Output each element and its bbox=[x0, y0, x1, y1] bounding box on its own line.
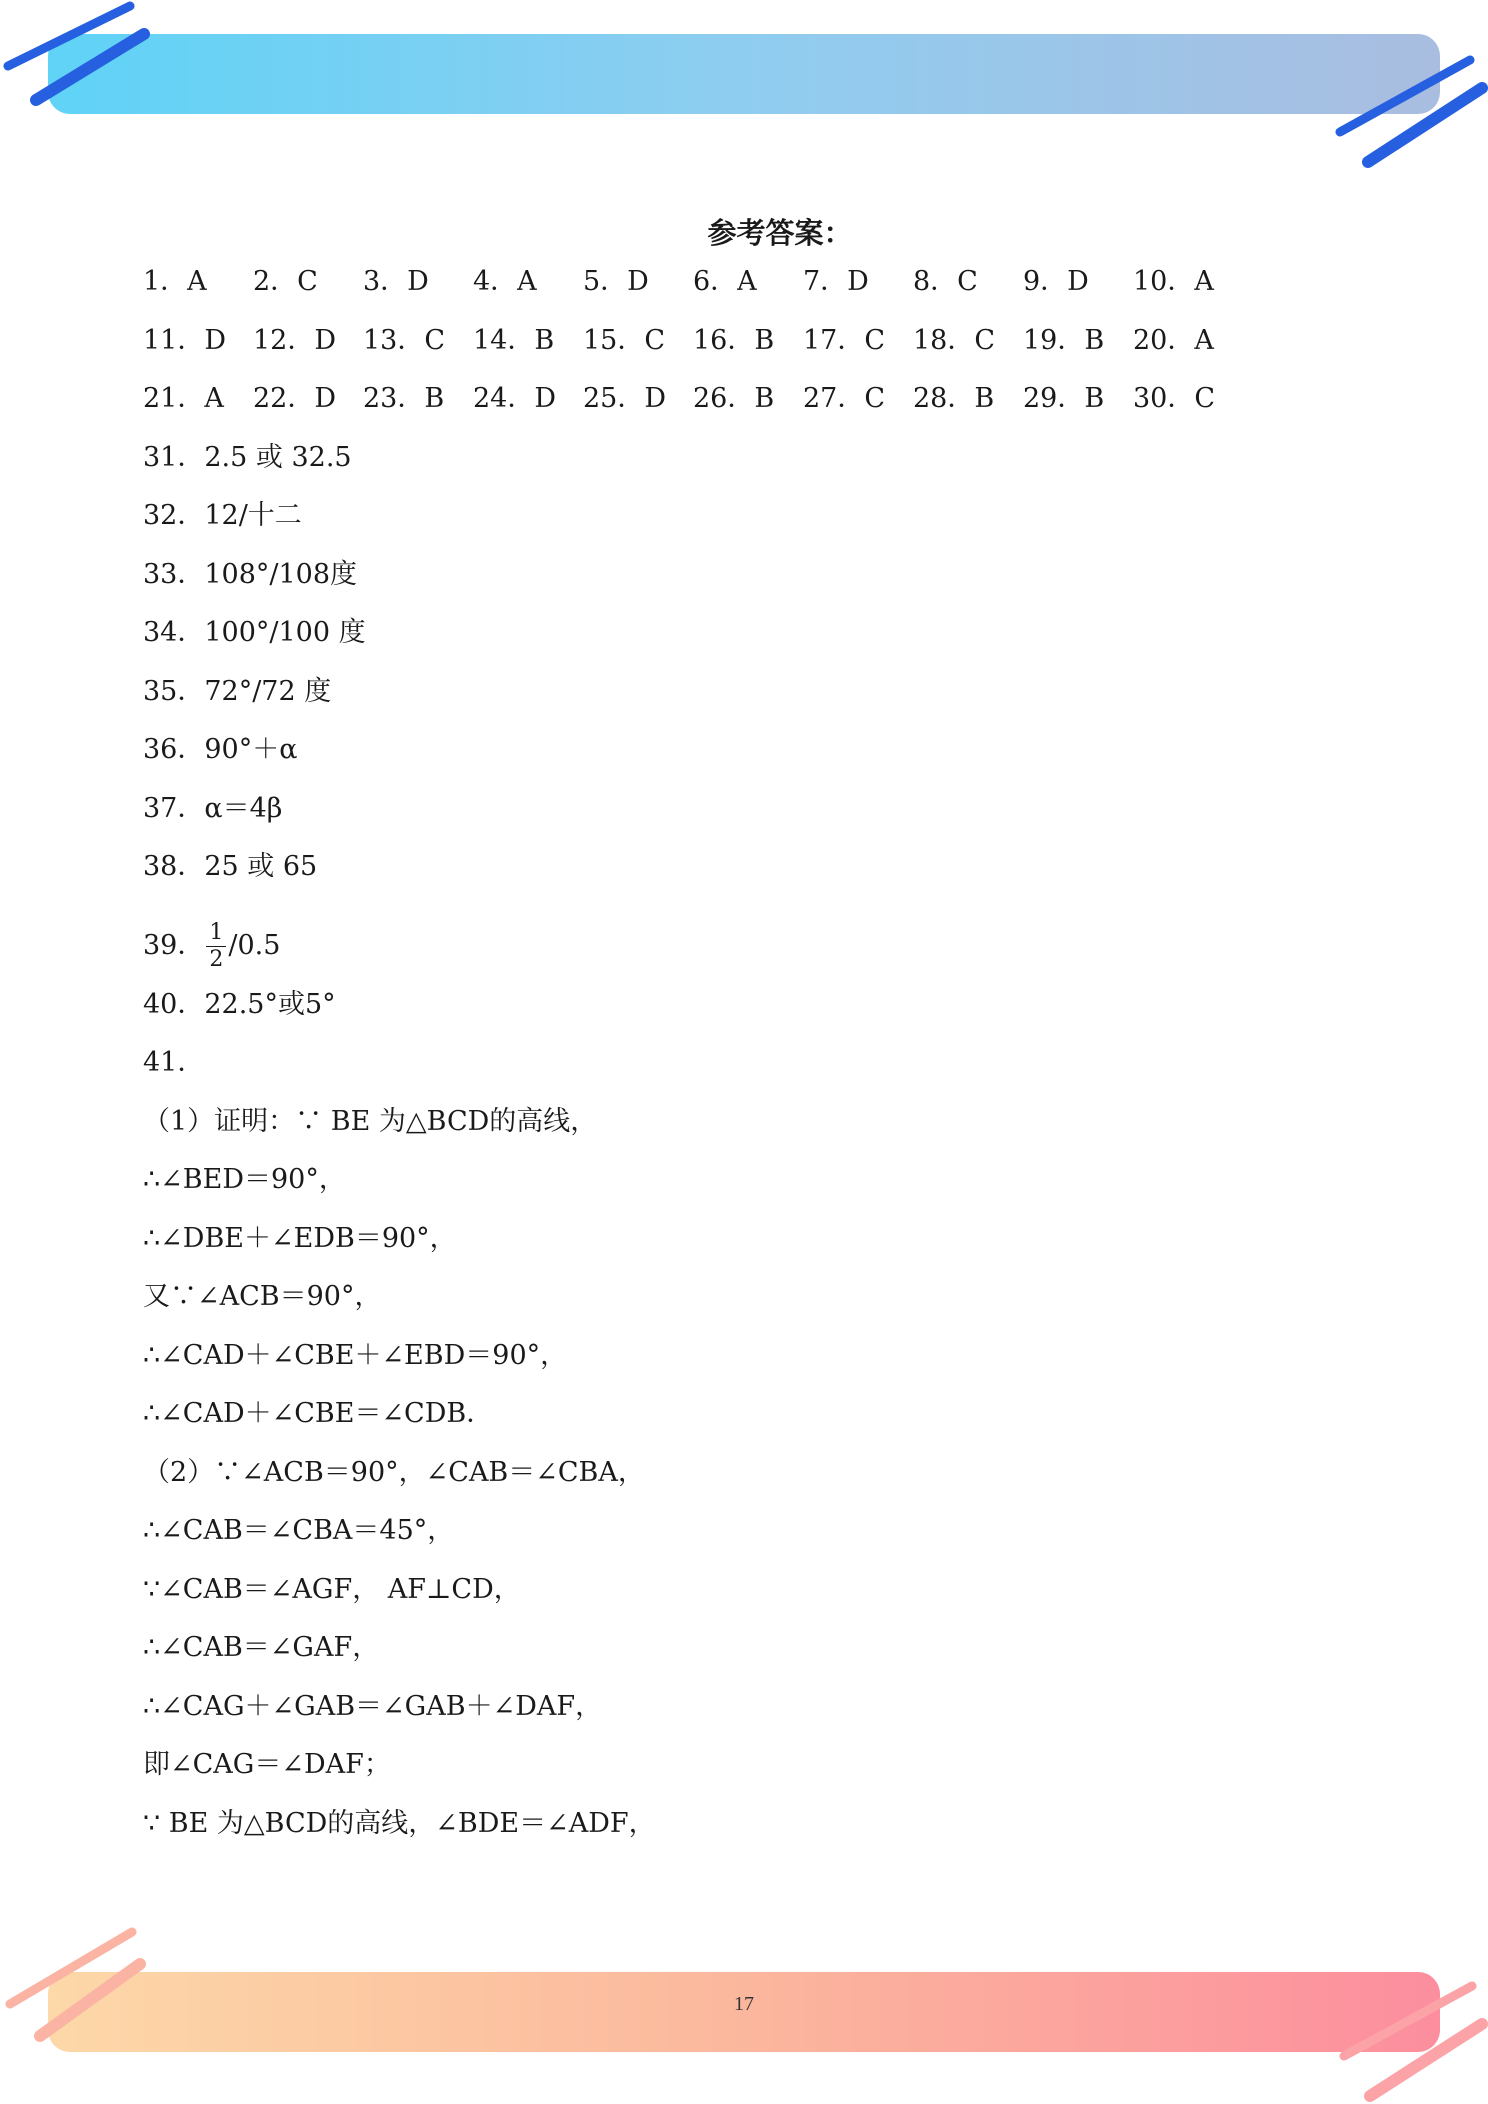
choice-answer: 22．D bbox=[253, 383, 337, 414]
choice-answer: 1．A bbox=[143, 266, 207, 297]
answer-32: 32．12/十二 bbox=[143, 500, 302, 531]
fraction-denominator: 2 bbox=[209, 946, 224, 972]
answer-33: 33．108°/108度 bbox=[143, 558, 358, 590]
fraction-numerator: 1 bbox=[206, 920, 226, 947]
header-stripes-left bbox=[0, 0, 160, 120]
choice-row-2 bbox=[143, 321, 1403, 380]
choice-answer: 6．A bbox=[693, 266, 757, 297]
choice-answer: 8．C bbox=[913, 266, 978, 297]
page-number: 17 bbox=[734, 1993, 754, 2015]
header-stripes-right bbox=[1320, 50, 1488, 180]
header-band bbox=[48, 34, 1440, 114]
proof-line: ∴∠BED＝90°， bbox=[143, 1164, 346, 1195]
proof-line: （2）∵∠ACB＝90°，∠CAB＝∠CBA， bbox=[143, 1456, 645, 1488]
proof-line: 又∵∠ACB＝90°， bbox=[143, 1281, 382, 1312]
choice-row-3 bbox=[143, 379, 1403, 438]
choice-row-1 bbox=[143, 262, 1403, 321]
answer-34: 34．100°/100 度 bbox=[143, 617, 366, 648]
proof-line: ∴∠CAB＝∠GAF， bbox=[143, 1632, 380, 1663]
choice-answer: 20．A bbox=[1133, 324, 1214, 356]
answer-31: 31．2.5 或 32.5 bbox=[143, 441, 352, 473]
proof-line: ∵∠CAB＝∠AGF， AF⊥CD， bbox=[143, 1573, 521, 1605]
proof-line: ∴∠CAD＋∠CBE＋∠EBD＝90°， bbox=[143, 1339, 568, 1371]
proof-line: ∴∠CAG＋∠GAB＝∠GAB＋∠DAF， bbox=[143, 1690, 603, 1722]
choice-answer: 23．B bbox=[363, 383, 445, 414]
answer-37: 37．α＝4β bbox=[143, 792, 283, 824]
answer-39 bbox=[143, 906, 1403, 985]
answer-content bbox=[143, 262, 1403, 1862]
answer-41: 41． bbox=[143, 1047, 205, 1078]
footer-stripes-right bbox=[1320, 1970, 1488, 2104]
choice-answer: 19．B bbox=[1023, 324, 1105, 356]
choice-answer: 12．D bbox=[253, 324, 337, 356]
proof-line: 即∠CAG＝∠DAF； bbox=[143, 1749, 391, 1780]
choice-answer: 17．C bbox=[803, 324, 886, 356]
choice-answer: 30．C bbox=[1133, 383, 1216, 414]
proof-line: ∵ BE 为△BCD的高线，∠BDE＝∠ADF， bbox=[143, 1807, 656, 1839]
choice-answer: 13．C bbox=[363, 324, 446, 356]
footer-stripes-left bbox=[0, 1920, 160, 2050]
proof-line: ∴∠DBE＋∠EDB＝90°， bbox=[143, 1222, 457, 1254]
proof-line: ∴∠CAD＋∠CBE＝∠CDB． bbox=[143, 1398, 494, 1429]
choice-answer: 14．B bbox=[473, 324, 555, 356]
choice-answer: 5．D bbox=[583, 266, 649, 297]
choice-answer: 2．C bbox=[253, 266, 318, 297]
choice-answer: 18．C bbox=[913, 324, 996, 356]
answer-39-suffix: /0.5 bbox=[228, 929, 281, 961]
choice-answer: 27．C bbox=[803, 383, 886, 414]
choice-answer: 10．A bbox=[1133, 266, 1214, 297]
choice-answer: 4．A bbox=[473, 266, 537, 297]
choice-answer: 9．D bbox=[1023, 266, 1089, 297]
choice-answer: 11．D bbox=[143, 324, 227, 356]
answer-38: 38．25 或 65 bbox=[143, 851, 318, 882]
answer-39-prefix: 39． bbox=[143, 929, 205, 961]
answer-35: 35．72°/72 度 bbox=[143, 675, 332, 707]
fraction bbox=[206, 920, 226, 973]
choice-answer: 21．A bbox=[143, 383, 224, 414]
choice-answer: 7．D bbox=[803, 266, 869, 297]
choice-answer: 24．D bbox=[473, 383, 557, 414]
choice-answer: 29．B bbox=[1023, 383, 1105, 414]
choice-answer: 3．D bbox=[363, 266, 429, 297]
choice-answer: 28．B bbox=[913, 383, 995, 414]
proof-line: （1）证明：∵ BE 为△BCD的高线， bbox=[143, 1105, 598, 1137]
proof-line: ∴∠CAB＝∠CBA＝45°， bbox=[143, 1515, 455, 1546]
choice-answer: 25．D bbox=[583, 383, 667, 414]
answer-36: 36．90°＋α bbox=[143, 734, 298, 765]
choice-answer: 16．B bbox=[693, 324, 775, 356]
choice-answer: 15．C bbox=[583, 324, 666, 356]
choice-answer: 26．B bbox=[693, 383, 775, 414]
page-title: 参考答案： bbox=[707, 216, 853, 250]
answer-40: 40．22.5°或5° bbox=[143, 988, 336, 1020]
